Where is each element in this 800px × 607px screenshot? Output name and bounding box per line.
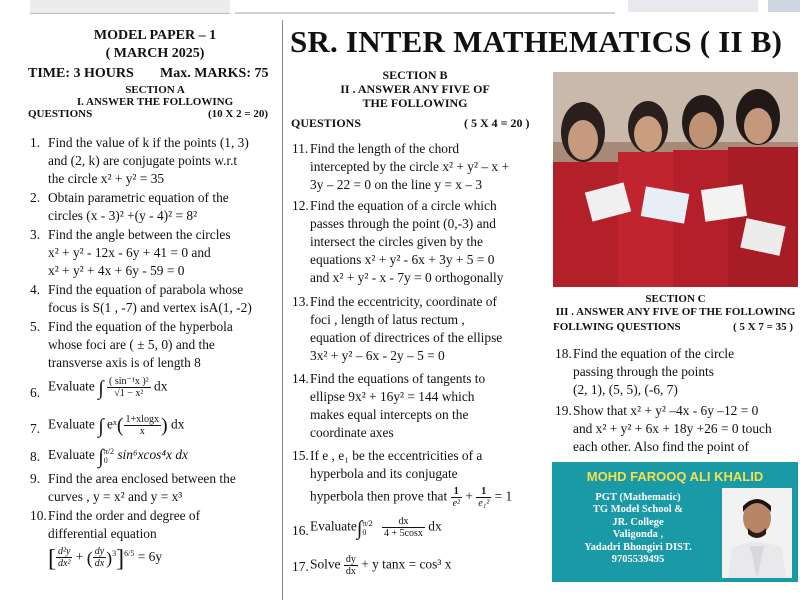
question-6: 6. Evaluate ∫ $\frac{\text{( sin⁻¹x )²}}{\text{√1 − x²}}$ dx	[30, 376, 168, 400]
author-details	[558, 492, 718, 566]
question-8: 8. Evaluate ∫ π/2 0 sin⁶xcos⁴x dx	[30, 446, 188, 468]
question-13: 13. Find the eccentricity, coordinate of foci , length of latus rectum , equation of directrices of the ellipse 3x² + y² – 6x - 2y – 5 = 0	[292, 294, 503, 363]
question-19: 19. Show that x² + y² –4x - 6y –12 = 0 and x² + y² + 6x + 18y +26 = 0 touch each other. Also find the point of	[555, 403, 772, 454]
question-9: 9. Find the area enclosed between the curves , y = x² and y = x³	[30, 471, 236, 504]
section-a-questions-label: QUESTIONS	[28, 108, 93, 120]
previous-image-edge-2	[768, 0, 800, 12]
integral-sign: ∫	[356, 517, 363, 540]
author-town: Valigonda ,	[612, 529, 664, 541]
question-11: 11. Find the length of the chord intercepted by the circle x² + y² – x + 3y – 22 = 0 on the line y = x – 3	[292, 141, 510, 192]
fraction: $\frac{\text{d²y}}{\text{dx²}}$	[58, 546, 71, 570]
students-photo	[553, 72, 798, 287]
section-c-heading	[553, 293, 798, 319]
question-10: 10. Find the order and degree of differential equation [ $\frac{\text{d²y}}{\text{dx²}}$ + ( $\frac{dy}{dx}$ )$^3$]$^{6/5}$ = 6y	[30, 508, 201, 572]
fraction: $\frac{dx}{4 + 5\cos x}$	[383, 516, 423, 539]
model-paper-label: MODEL PAPER – 1	[93, 28, 217, 43]
author-name: MOHD FAROOQ ALI KHALID	[586, 469, 764, 484]
author-designation: PGT (Mathematic)	[595, 492, 681, 503]
author-school: TG Model School &	[592, 504, 684, 516]
question-14: 14. Find the equations of tangents to ellipse 9x² + 16y² = 144 which makes equal intercepts on the coordinate axes	[292, 371, 486, 440]
integral-sign: ∫	[98, 446, 104, 468]
question-4: 4. Find the equation of parabola whose focus is S(1 , -7) and vertex isA(1, -2)	[30, 282, 252, 315]
section-b-instruction-1: II . ANSWER ANY FIVE OF	[340, 82, 490, 96]
author-portrait-illustration	[722, 488, 792, 578]
paper-heading	[30, 27, 280, 63]
fraction: $\frac{1+xlogx}{x}$	[125, 414, 159, 437]
question-1: 1. Find the value of k if the points (1, 3) and (2, k) are conjugate points w.r.t the circle x² + y² = 35	[30, 135, 249, 186]
section-a-marks: (10 X 2 = 20)	[208, 108, 269, 120]
time-label: TIME: 3 HOURS	[28, 66, 134, 81]
fraction: $\frac{dy}{dx}$	[345, 554, 356, 577]
question-3: 3. Find the angle between the circles x² + y² - 12x - 6y + 41 = 0 and x² + y² + 4x + 6y - 59 = 0	[30, 227, 231, 278]
section-a-instruction: I. ANSWER THE FOLLOWING	[76, 96, 234, 108]
previous-article-edge	[30, 0, 230, 14]
question-15: 15. If e , e₁ be the eccentricities of a hyperbola and its conjugate hyperbola then prove that $\frac{1}{\text{e²}}$ + $\frac{1}{\text{e₁²}}$ = 1	[292, 448, 513, 509]
section-a-title: SECTION A	[125, 84, 185, 96]
section-b-marks: ( 5 X 4 = 20 )	[464, 116, 530, 130]
question-12: 12. Find the equation of a circle which passes through the point (0,-3) and intersect the circles given by the equations x² + y² - 6x + 3y + 5 = 0 and x² + y² - x - 7y = 0 orthogonally	[292, 198, 504, 285]
author-portrait	[722, 488, 792, 578]
author-college: JR. College	[612, 516, 664, 528]
fraction: $\frac{1}{\text{e²}}$	[452, 486, 461, 509]
paper-date: ( MARCH 2025)	[105, 46, 205, 61]
fraction: $\frac{dy}{dx}$	[94, 546, 105, 570]
section-c-questions-label: FOLLWING QUESTIONS	[553, 321, 681, 333]
column-divider	[282, 20, 283, 600]
section-b-title: SECTION B	[382, 68, 448, 82]
section-c-title: SECTION C	[645, 293, 706, 305]
question-2: 2. Obtain parametric equation of the circles (x - 3)² +(y - 4)² = 8²	[30, 190, 229, 223]
question-17: 17. Solve $\frac{dy}{dx}$ + y tanx = cos³ x	[292, 554, 452, 577]
question-16: 16. Evaluate∫ π/2 0 $\frac{dx}{4 + 5\cos x}$ dx	[292, 516, 442, 540]
section-c-marks: ( 5 X 7 = 35 )	[733, 321, 794, 333]
section-b-heading	[290, 68, 540, 110]
author-card	[552, 462, 798, 582]
author-phone: 9705539495	[611, 554, 665, 566]
question-5: 5. Find the equation of the hyperbola whose foci are ( ± 5, 0) and the transverse axis is of length 8	[30, 319, 233, 370]
section-b-questions-label: QUESTIONS	[291, 116, 362, 130]
section-a-heading	[30, 84, 280, 108]
marks-label: Max. MARKS: 75	[160, 66, 269, 81]
students-photo-illustration	[553, 72, 798, 287]
divider-rule	[235, 12, 615, 14]
question-7: 7. Evaluate ∫ eˣ( $\frac{1+xlogx}{x}$ ) dx	[30, 414, 185, 438]
question-18: 18. Find the equation of the circle passing through the points (2, 1), (5, 5), (-6, 7)	[555, 346, 735, 397]
previous-image-edge	[628, 0, 758, 12]
top-strip	[0, 0, 800, 16]
fraction: $\frac{1}{\text{e₁²}}$	[478, 486, 490, 509]
section-c-instruction: III . ANSWER ANY FIVE OF THE FOLLOWING	[555, 306, 796, 318]
integral-sign: ∫	[98, 377, 104, 400]
author-district: Yadadri Bhongiri DIST.	[584, 541, 692, 553]
fraction: $\frac{\text{( sin⁻¹x )²}}{\text{√1 − x²}}$	[109, 376, 149, 399]
integral-sign: ∫	[98, 415, 104, 438]
main-title: SR. INTER MATHEMATICS ( II B)	[290, 24, 783, 59]
section-b-instruction-2: THE FOLLOWING	[362, 96, 468, 110]
